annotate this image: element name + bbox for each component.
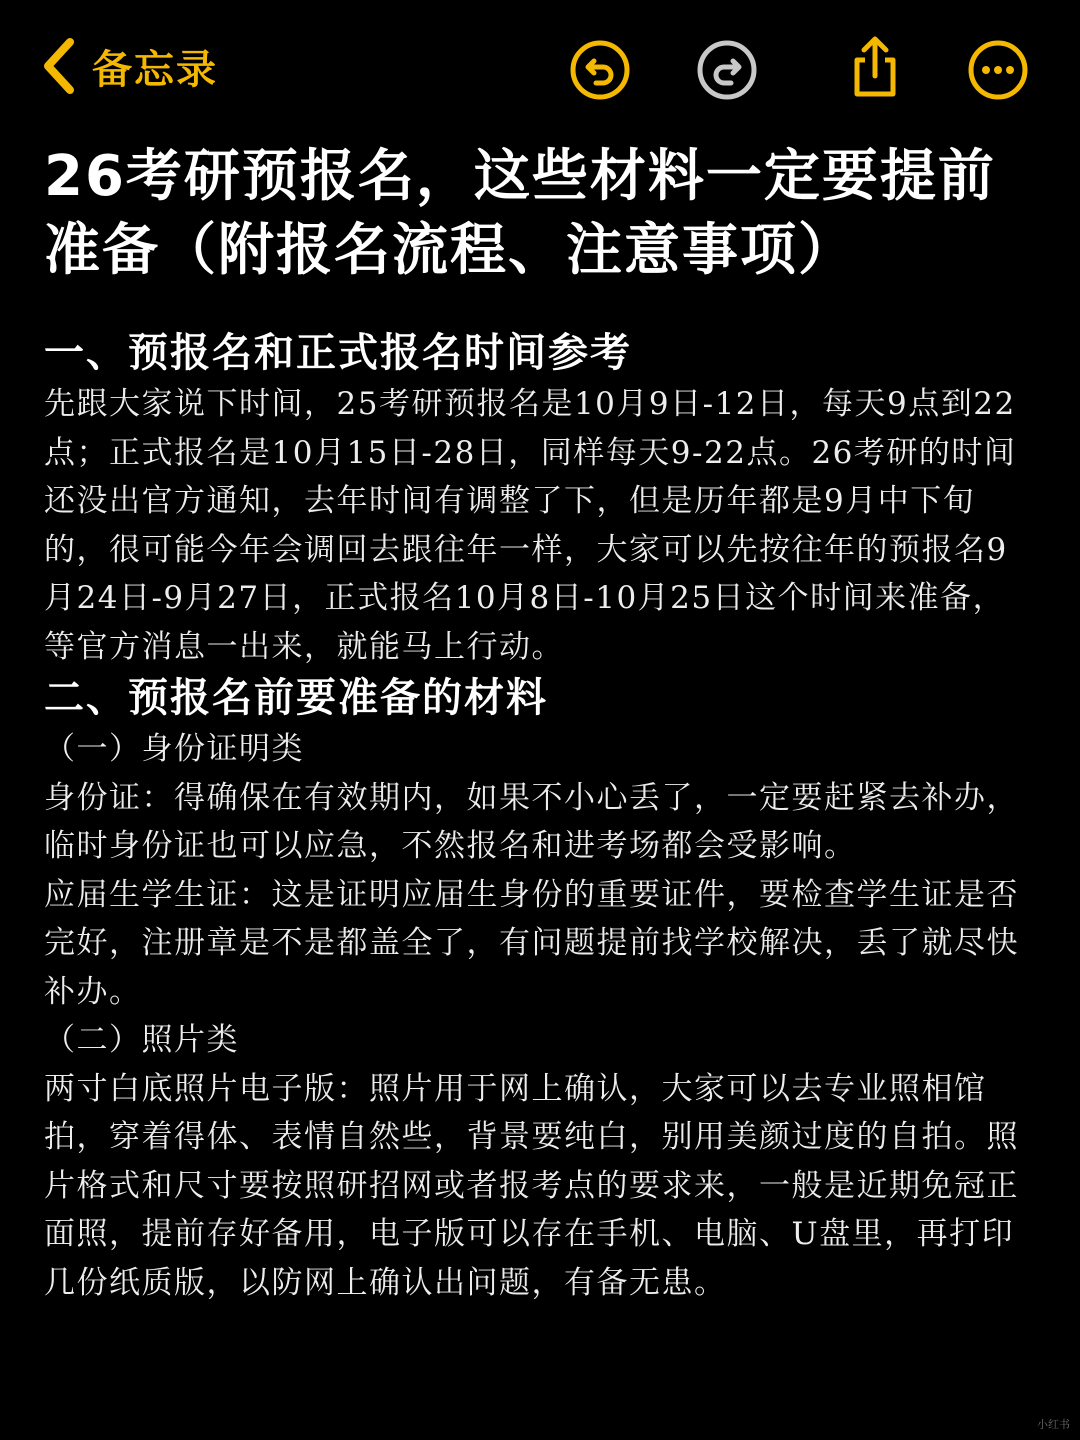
note-title: 26考研预报名，这些材料一定要提前准备（附报名流程、注意事项）	[44, 144, 996, 283]
redo-button[interactable]	[695, 38, 759, 102]
note-body[interactable]	[44, 140, 1034, 1307]
redo-icon	[695, 38, 759, 102]
watermark: 小红书	[1037, 1418, 1070, 1431]
back-label: 备忘录	[92, 46, 218, 93]
paragraph: 先跟大家说下时间，25考研预报名是10月9日-12日，每天9点到22点；正式报名是10月15日-28日，同样每天9-22点。26考研的时间还没出官方通知，去年时间有调整了下，但是历年都是9月中下旬的，很可能今年会调回去跟往年一样，大家可以先按往年的预报名9月24日-9月27日，正式报名10月8日-10月25日这个时间来准备，等官方消息一出来，就能马上行动。	[44, 386, 1017, 665]
section-heading: 二、预报名前要准备的材料	[44, 675, 548, 721]
chevron-left-icon	[38, 36, 78, 96]
share-button[interactable]	[843, 34, 907, 98]
ellipsis-circle-icon	[966, 38, 1030, 102]
paragraph: 两寸白底照片电子版：照片用于网上确认，大家可以去专业照相馆拍，穿着得体、表情自然些，背景要纯白，别用美颜过度的自拍。照片格式和尺寸要按照研招网或者报考点的要求来，一般是近期免冠正面照，提前存好备用，电子版可以存在手机、电脑、U盘里，再打印几份纸质版，以防网上确认出问题，有备无患。	[44, 1070, 1019, 1301]
share-icon	[843, 34, 907, 98]
subsection-heading: （二）照片类	[44, 1022, 239, 1058]
toolbar	[0, 0, 1080, 140]
paragraph: 应届生学生证：这是证明应届生身份的重要证件，要检查学生证是否完好，注册章是不是都盖全了，有问题提前找学校解决，丢了就尽快补办。	[44, 876, 1019, 1010]
undo-icon	[568, 38, 632, 102]
undo-button[interactable]	[568, 38, 632, 102]
section-heading: 一、预报名和正式报名时间参考	[44, 330, 632, 376]
subsection-heading: （一）身份证明类	[44, 731, 304, 767]
more-button[interactable]	[966, 38, 1030, 102]
back-button[interactable]	[38, 34, 218, 98]
paragraph: 身份证：得确保在有效期内，如果不小心丢了，一定要赶紧去补办，临时身份证也可以应急，不然报名和进考场都会受影响。	[44, 779, 1019, 864]
